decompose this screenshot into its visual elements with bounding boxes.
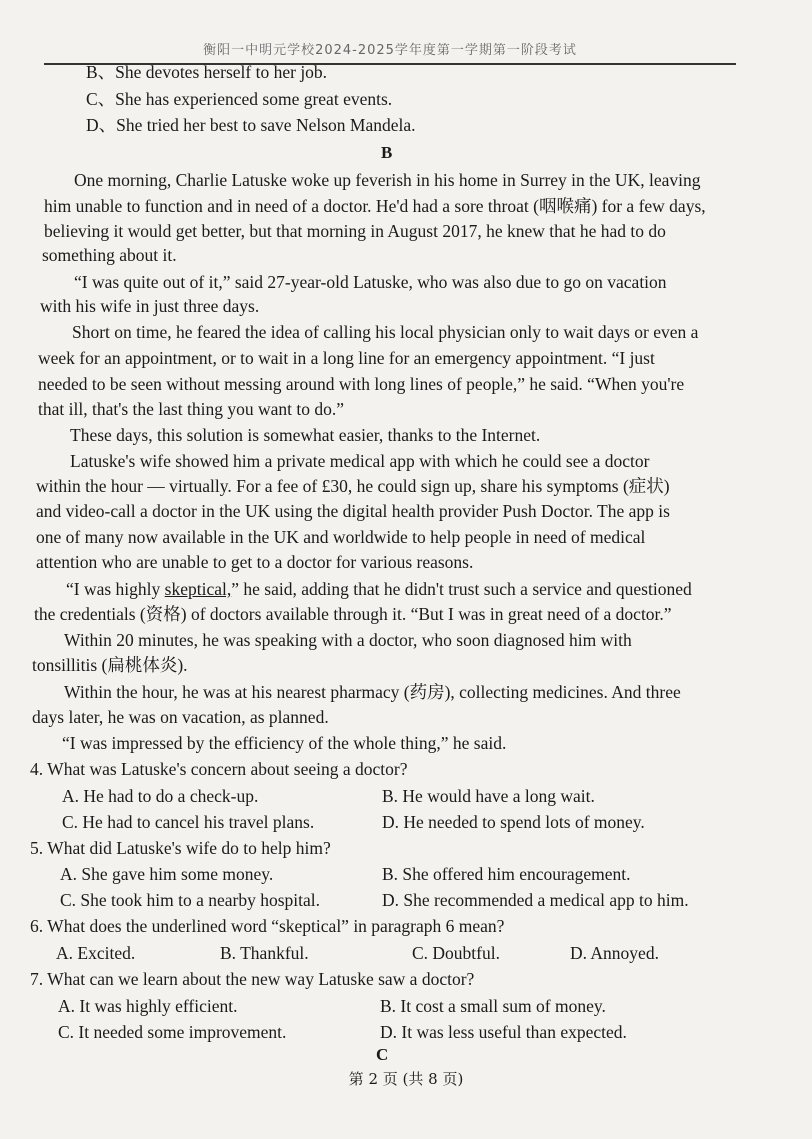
passage-line: believing it would get better, but that morning in August 2017, he knew that he had to do	[44, 221, 666, 241]
passage-line-skeptical	[66, 577, 692, 601]
option-b: B. She offered him encouragement.	[382, 864, 631, 884]
option-c: C. It needed some improvement.	[58, 1022, 287, 1042]
option-a: A. She gave him some money.	[60, 864, 274, 884]
passage-text: “I was highly	[66, 579, 165, 599]
option-b: B. Thankful.	[220, 943, 309, 963]
passage-line: attention who are unable to get to a doctor for various reasons.	[36, 552, 474, 572]
passage-line: “I was quite out of it,” said 27-year-old Latuske, who was also due to go on vacation	[74, 272, 667, 292]
option-a: A. It was highly efficient.	[58, 996, 238, 1016]
option-a: A. Excited.	[56, 943, 136, 963]
option-b: B. He would have a long wait.	[382, 786, 595, 806]
passage-line: tonsillitis (扁桃体炎).	[32, 655, 188, 675]
option-a: A. He had to do a check-up.	[62, 786, 259, 806]
section-b-heading: B	[381, 143, 393, 162]
passage-line: Latuske's wife showed him a private medical app with which he could see a doctor	[70, 451, 650, 471]
prev-option-c: C、She has experienced some great events.	[86, 89, 393, 109]
page-number: 第 2 页 (共 8 页)	[348, 1070, 464, 1088]
option-d: D. She recommended a medical app to him.	[382, 890, 689, 910]
passage-line: week for an appointment, or to wait in a long line for an emergency appointment. “I just	[38, 348, 655, 368]
passage-line: days later, he was on vacation, as planned.	[32, 707, 329, 727]
passage-line: “I was impressed by the efficiency of the whole thing,” he said.	[62, 733, 507, 753]
underlined-word: skeptical,	[164, 579, 232, 599]
option-d: D. It was less useful than expected.	[380, 1022, 627, 1042]
passage-line: something about it.	[42, 245, 177, 265]
passage-line: Within 20 minutes, he was speaking with a doctor, who soon diagnosed him with	[64, 630, 632, 650]
question-stem: 4. What was Latuske's concern about seeing a doctor?	[30, 759, 408, 779]
option-c: C. He had to cancel his travel plans.	[62, 812, 315, 832]
passage-line: Short on time, he feared the idea of calling his local physician only to wait days or even a	[72, 322, 699, 342]
prev-option-d: D、She tried her best to save Nelson Mandela.	[86, 115, 416, 135]
passage-line: within the hour — virtually. For a fee of £30, he could sign up, share his symptoms (症状)	[36, 476, 670, 496]
section-c-heading: C	[376, 1045, 389, 1064]
passage-line: the credentials (资格) of doctors available through it. “But I was in great need of a doctor.”	[34, 604, 672, 624]
passage-line: Within the hour, he was at his nearest pharmacy (药房), collecting medicines. And three	[64, 682, 681, 702]
passage-line: with his wife in just three days.	[40, 296, 260, 316]
option-d: D. He needed to spend lots of money.	[382, 812, 645, 832]
question-stem: 6. What does the underlined word “skeptical” in paragraph 6 mean?	[30, 916, 505, 936]
passage-line: that ill, that's the last thing you want to do.”	[38, 399, 344, 419]
question-stem: 7. What can we learn about the new way Latuske saw a doctor?	[30, 969, 475, 989]
passage-line: needed to be seen without messing around with long lines of people,” he said. “When you're	[38, 374, 685, 394]
prev-option-b: B、She devotes herself to her job.	[86, 62, 328, 82]
passage-line: him unable to function and in need of a doctor. He'd had a sore throat (咽喉痛) for a few days,	[44, 196, 706, 216]
passage-line: one of many now available in the UK and worldwide to help people in need of medical	[36, 527, 646, 547]
option-c: C. Doubtful.	[412, 943, 500, 963]
option-b: B. It cost a small sum of money.	[380, 996, 606, 1016]
question-stem: 5. What did Latuske's wife do to help him?	[30, 838, 331, 858]
passage-line: and video-call a doctor in the UK using the digital health provider Push Doctor. The app is	[36, 501, 670, 521]
passage-line: These days, this solution is somewhat easier, thanks to the Internet.	[70, 425, 541, 445]
page-header: 衡阳一中明元学校2024-2025学年度第一学期第一阶段考试	[203, 43, 577, 58]
option-d: D. Annoyed.	[570, 943, 659, 963]
passage-text: ” he said, adding that he didn't trust such a service and questioned	[231, 579, 692, 599]
option-c: C. She took him to a nearby hospital.	[60, 890, 321, 910]
passage-line: One morning, Charlie Latuske woke up feverish in his home in Surrey in the UK, leaving	[74, 170, 701, 190]
